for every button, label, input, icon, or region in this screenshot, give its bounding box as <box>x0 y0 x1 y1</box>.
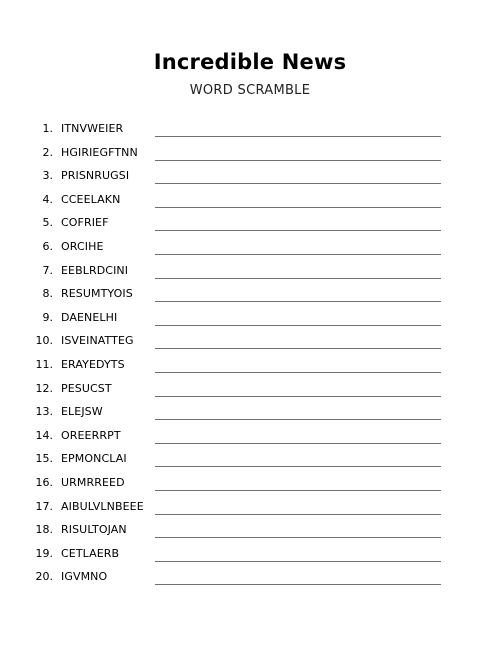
answer-line <box>155 490 441 491</box>
item-number: 14. <box>35 428 53 442</box>
list-item <box>0 566 500 590</box>
scrambled-word: ELEJSW <box>61 405 103 419</box>
answer-line <box>155 584 441 585</box>
answer-line <box>155 254 441 255</box>
scrambled-word: RESUMTYOIS <box>61 287 133 301</box>
list-item <box>0 283 500 307</box>
list-item <box>0 519 500 543</box>
item-number: 4. <box>42 192 53 206</box>
item-number: 11. <box>35 357 53 371</box>
item-number: 6. <box>42 239 53 253</box>
answer-line <box>155 466 441 467</box>
scrambled-word: URMRREED <box>61 475 125 489</box>
answer-line <box>155 301 441 302</box>
item-number: 8. <box>42 287 53 301</box>
scrambled-word: HGIRIEGFTNN <box>61 145 138 159</box>
scramble-list <box>0 118 500 590</box>
page-subtitle: WORD SCRAMBLE <box>189 83 311 98</box>
answer-line <box>155 207 441 208</box>
scrambled-word: ERAYEDYTS <box>61 357 125 371</box>
item-number: 10. <box>35 334 53 348</box>
item-number: 17. <box>35 499 53 513</box>
item-number: 18. <box>35 523 53 537</box>
item-number: 12. <box>35 381 53 395</box>
scrambled-word: DAENELHI <box>61 310 118 324</box>
list-item <box>0 189 500 213</box>
list-item <box>0 496 500 520</box>
scrambled-word: IGVMNO <box>61 570 108 584</box>
list-item <box>0 543 500 567</box>
list-item <box>0 354 500 378</box>
list-item <box>0 472 500 496</box>
list-item <box>0 260 500 284</box>
answer-line <box>155 230 441 231</box>
scrambled-word: AIBULVLNBEEE <box>61 499 144 513</box>
list-item <box>0 401 500 425</box>
scrambled-word: OREERRPT <box>61 428 121 442</box>
item-number: 15. <box>35 452 53 466</box>
scrambled-word: PRISNRUGSI <box>61 169 130 183</box>
scrambled-word: CCEELAKN <box>61 192 121 206</box>
list-item <box>0 142 500 166</box>
answer-line <box>155 183 441 184</box>
scrambled-word: EEBLRDCINI <box>61 263 129 277</box>
list-item <box>0 330 500 354</box>
list-item <box>0 307 500 331</box>
item-number: 7. <box>42 263 53 277</box>
answer-line <box>155 278 441 279</box>
answer-line <box>155 348 441 349</box>
item-number: 20. <box>35 570 53 584</box>
scrambled-word: ITNVWEIER <box>61 122 124 135</box>
item-number: 1. <box>42 122 53 135</box>
scrambled-word: ISVEINATTEG <box>61 334 134 348</box>
item-number: 2. <box>42 145 53 159</box>
item-number: 16. <box>35 475 53 489</box>
scrambled-word: CETLAERB <box>61 546 120 560</box>
answer-line <box>155 325 441 326</box>
answer-line <box>155 443 441 444</box>
answer-line <box>155 372 441 373</box>
list-item <box>0 118 500 142</box>
scrambled-word: COFRIEF <box>61 216 109 230</box>
list-item <box>0 212 500 236</box>
answer-line <box>155 561 441 562</box>
answer-line <box>155 160 441 161</box>
answer-line <box>155 514 441 515</box>
item-number: 5. <box>42 216 53 230</box>
list-item <box>0 165 500 189</box>
scrambled-word: PESUCST <box>61 381 112 395</box>
answer-line <box>155 419 441 420</box>
list-item <box>0 236 500 260</box>
item-number: 13. <box>35 405 53 419</box>
item-number: 3. <box>42 169 53 183</box>
answer-line <box>155 396 441 397</box>
answer-line <box>155 537 441 538</box>
scrambled-word: EPMONCLAI <box>61 452 127 466</box>
item-number: 19. <box>35 546 53 560</box>
scrambled-word: RISULTOJAN <box>61 523 127 537</box>
list-item <box>0 378 500 402</box>
list-item <box>0 448 500 472</box>
item-number: 9. <box>42 310 53 324</box>
scrambled-word: ORCIHE <box>61 239 104 253</box>
page-title: Incredible News <box>153 50 347 74</box>
answer-line <box>155 136 441 137</box>
list-item <box>0 425 500 449</box>
